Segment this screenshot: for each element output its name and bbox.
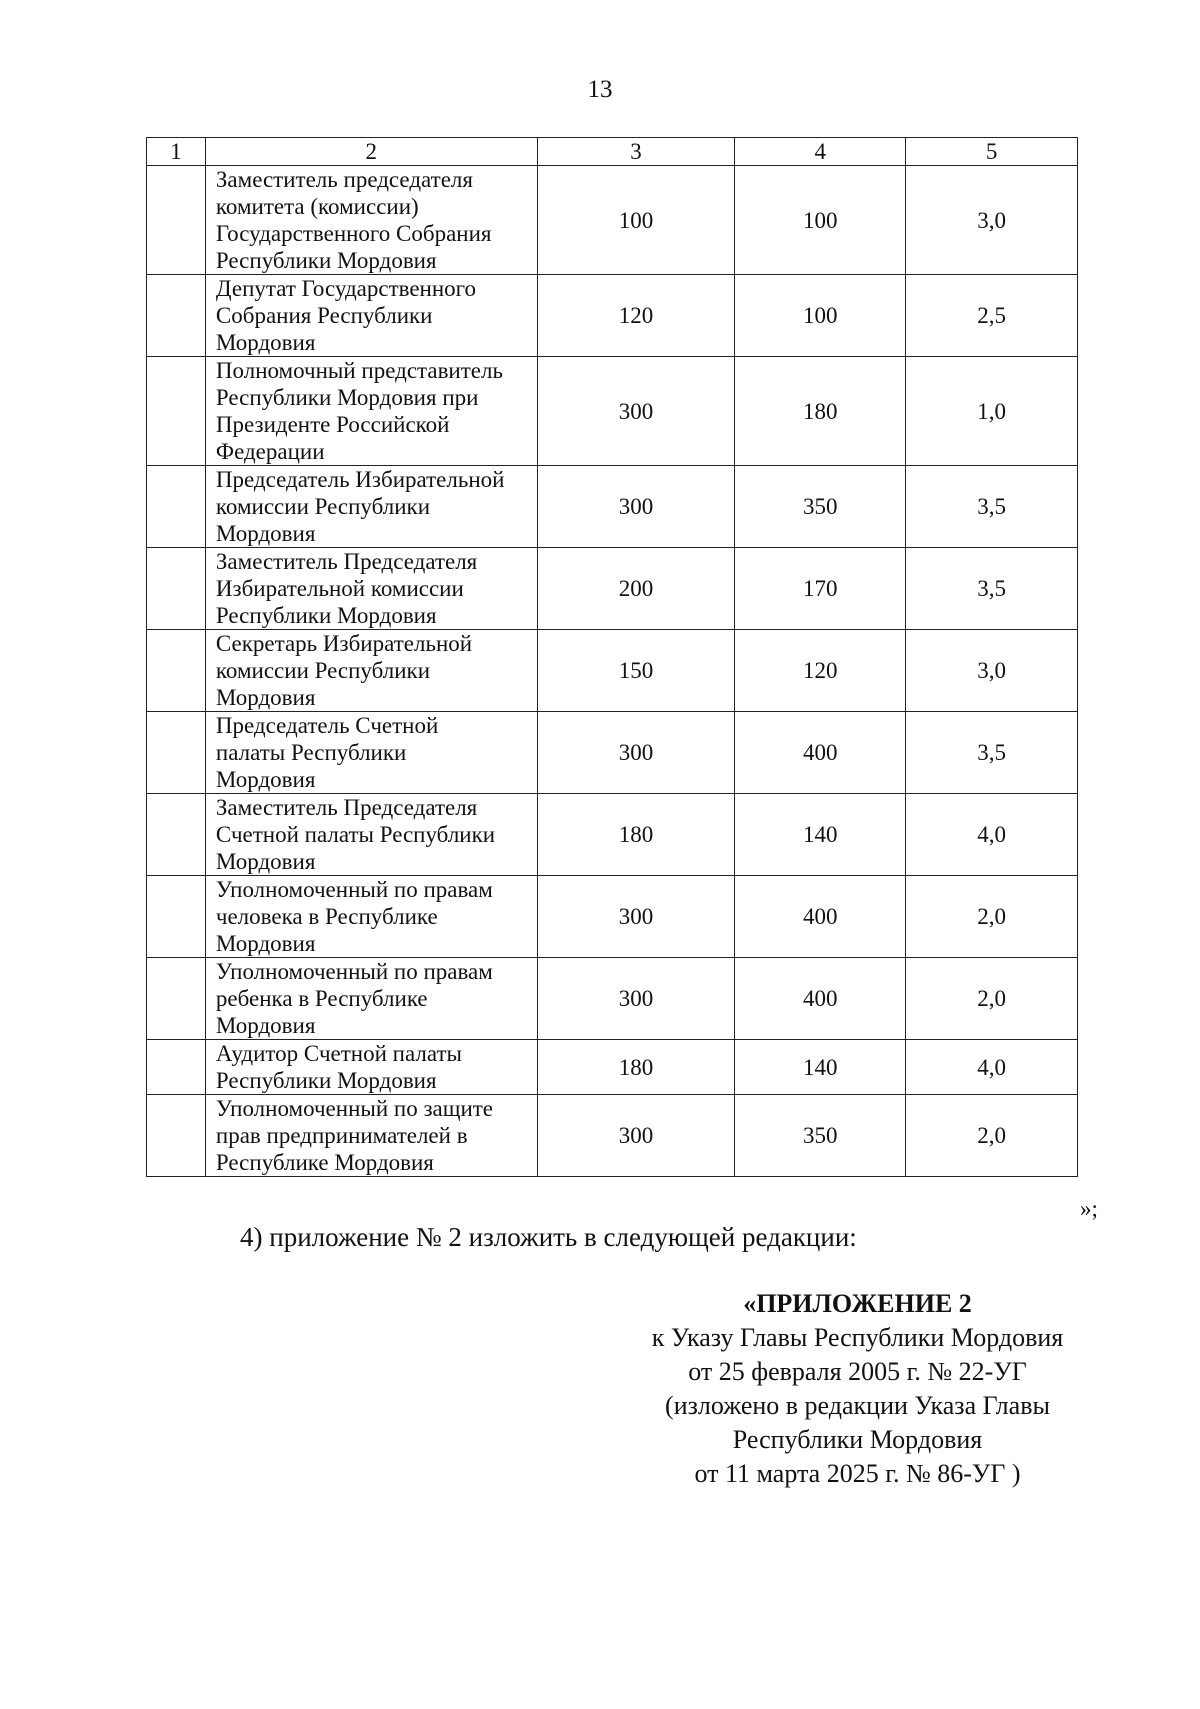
row-index-cell [147, 712, 206, 794]
value-cell-c3: 100 [537, 166, 735, 275]
position-name-line: Республике Мордовия [215, 1150, 434, 1175]
position-name-line: Счетной палаты Республики [215, 822, 496, 847]
value-cell-c3: 300 [537, 712, 735, 794]
value-cell-c5: 3,0 [906, 630, 1078, 712]
value-cell-c3: 300 [537, 958, 735, 1040]
appendix-line: Республики Мордовия [732, 1425, 983, 1454]
value-cell-c5: 2,5 [906, 275, 1078, 357]
table-header-row [147, 138, 1078, 166]
value-cell-c4: 100 [735, 166, 906, 275]
position-name-cell [205, 548, 537, 630]
appendix-line: от 11 марта 2025 г. № 86-УГ ) [694, 1459, 1021, 1488]
value-cell-c5: 2,0 [906, 876, 1078, 958]
row-index-cell [147, 1095, 206, 1177]
header-cell: 3 [537, 138, 735, 166]
row-index-cell [147, 548, 206, 630]
value-cell-c5: 1,0 [906, 357, 1078, 466]
position-name-line: Республики Мордовия [215, 603, 437, 628]
position-name-cell [205, 876, 537, 958]
position-name-line: Секретарь Избирательной [215, 631, 473, 656]
value-cell-c3: 300 [537, 466, 735, 548]
position-name-cell [205, 1040, 537, 1095]
position-name-line: Мордовия [215, 521, 316, 546]
position-name-line: комитета (комиссии) [215, 194, 419, 219]
position-name-line: Полномочный представитель [215, 358, 503, 383]
position-name-line: Мордовия [215, 931, 316, 956]
row-index-cell [147, 876, 206, 958]
value-cell-c4: 180 [735, 357, 906, 466]
header-cell: 1 [147, 138, 206, 166]
value-cell-c3: 200 [537, 548, 735, 630]
row-index-cell [147, 275, 206, 357]
value-cell-c4: 400 [735, 876, 906, 958]
value-cell-c5: 4,0 [906, 794, 1078, 876]
appendix-title: «ПРИЛОЖЕНИЕ 2 [743, 1289, 972, 1318]
table-row [147, 275, 1078, 357]
position-name-line: Председатель Избирательной [215, 467, 505, 492]
table-row [147, 1095, 1078, 1177]
position-name-cell [205, 630, 537, 712]
position-name-line: Мордовия [215, 767, 316, 792]
table-row [147, 630, 1078, 712]
appendix-line: (изложено в редакции Указа Главы [665, 1391, 1050, 1420]
position-name-line: Заместитель Председателя [215, 549, 478, 574]
row-index-cell [147, 794, 206, 876]
salary-table [146, 137, 1078, 1177]
row-index-cell [147, 166, 206, 275]
position-name-line: Уполномоченный по правам [215, 877, 493, 902]
position-name-line: Заместитель председателя [215, 167, 473, 192]
position-name-cell [205, 794, 537, 876]
value-cell-c4: 350 [735, 1095, 906, 1177]
position-name-line: Государственного Собрания [215, 221, 492, 246]
value-cell-c3: 300 [537, 876, 735, 958]
position-name-line: Мордовия [215, 685, 316, 710]
position-name-line: палаты Республики [215, 740, 407, 765]
value-cell-c5: 3,5 [906, 466, 1078, 548]
position-name-line: Республики Мордовия [215, 1068, 437, 1093]
position-name-line: Мордовия [215, 1013, 316, 1038]
value-cell-c4: 400 [735, 712, 906, 794]
table-row [147, 958, 1078, 1040]
position-name-line: Республики Мордовия [215, 248, 437, 273]
position-name-cell [205, 958, 537, 1040]
position-name-cell [205, 275, 537, 357]
value-cell-c5: 3,5 [906, 548, 1078, 630]
position-name-line: Депутат Государственного [215, 276, 477, 301]
position-name-line: Федерации [215, 439, 325, 464]
position-name-cell [205, 466, 537, 548]
value-cell-c4: 400 [735, 958, 906, 1040]
value-cell-c5: 2,0 [906, 958, 1078, 1040]
value-cell-c3: 300 [537, 1095, 735, 1177]
row-index-cell [147, 630, 206, 712]
table-row [147, 876, 1078, 958]
position-name-line: Собрания Республики [215, 303, 433, 328]
table-row [147, 712, 1078, 794]
position-name-line: прав предпринимателей в [215, 1123, 468, 1148]
appendix-heading [620, 1287, 1095, 1491]
position-name-line: Уполномоченный по защите [215, 1096, 494, 1121]
value-cell-c3: 300 [537, 357, 735, 466]
value-cell-c4: 140 [735, 794, 906, 876]
position-name-line: Заместитель Председателя [215, 795, 478, 820]
position-name-line: Избирательной комиссии [215, 576, 464, 601]
position-name-line: человека в Республике [215, 904, 438, 929]
position-name-line: Мордовия [215, 330, 316, 355]
row-index-cell [147, 466, 206, 548]
position-name-line: комиссии Республики [215, 494, 431, 519]
header-cell: 2 [205, 138, 537, 166]
position-name-line: Председатель Счетной [215, 713, 439, 738]
header-cell: 5 [906, 138, 1078, 166]
position-name-line: ребенка в Республике [215, 986, 428, 1011]
table-row [147, 357, 1078, 466]
position-name-line: Республики Мордовия при [215, 385, 479, 410]
closing-quote: »; [1080, 1196, 1098, 1221]
position-name-line: Мордовия [215, 849, 316, 874]
row-index-cell [147, 1040, 206, 1095]
table-row [147, 794, 1078, 876]
value-cell-c4: 140 [735, 1040, 906, 1095]
value-cell-c5: 4,0 [906, 1040, 1078, 1095]
value-cell-c4: 170 [735, 548, 906, 630]
position-name-cell [205, 357, 537, 466]
position-name-line: Аудитор Счетной палаты [215, 1041, 462, 1066]
value-cell-c5: 3,0 [906, 166, 1078, 275]
value-cell-c5: 2,0 [906, 1095, 1078, 1177]
table-row [147, 466, 1078, 548]
position-name-line: Президенте Российской [215, 412, 450, 437]
page-number: 13 [587, 76, 613, 103]
appendix-line: от 25 февраля 2005 г. № 22-УГ [688, 1357, 1027, 1386]
table-row [147, 1040, 1078, 1095]
value-cell-c4: 100 [735, 275, 906, 357]
position-name-cell [205, 1095, 537, 1177]
table-row [147, 548, 1078, 630]
value-cell-c3: 180 [537, 1040, 735, 1095]
position-name-cell [205, 166, 537, 275]
header-cell: 4 [735, 138, 906, 166]
row-index-cell [147, 958, 206, 1040]
value-cell-c5: 3,5 [906, 712, 1078, 794]
appendix-line: к Указу Главы Республики Мордовия [651, 1323, 1064, 1352]
instruction-text: 4) приложение № 2 изложить в следующей редакции: [240, 1222, 857, 1252]
value-cell-c4: 350 [735, 466, 906, 548]
table-row [147, 166, 1078, 275]
value-cell-c4: 120 [735, 630, 906, 712]
position-name-line: Уполномоченный по правам [215, 959, 493, 984]
value-cell-c3: 120 [537, 275, 735, 357]
position-name-cell [205, 712, 537, 794]
value-cell-c3: 180 [537, 794, 735, 876]
position-name-line: комиссии Республики [215, 658, 431, 683]
row-index-cell [147, 357, 206, 466]
value-cell-c3: 150 [537, 630, 735, 712]
